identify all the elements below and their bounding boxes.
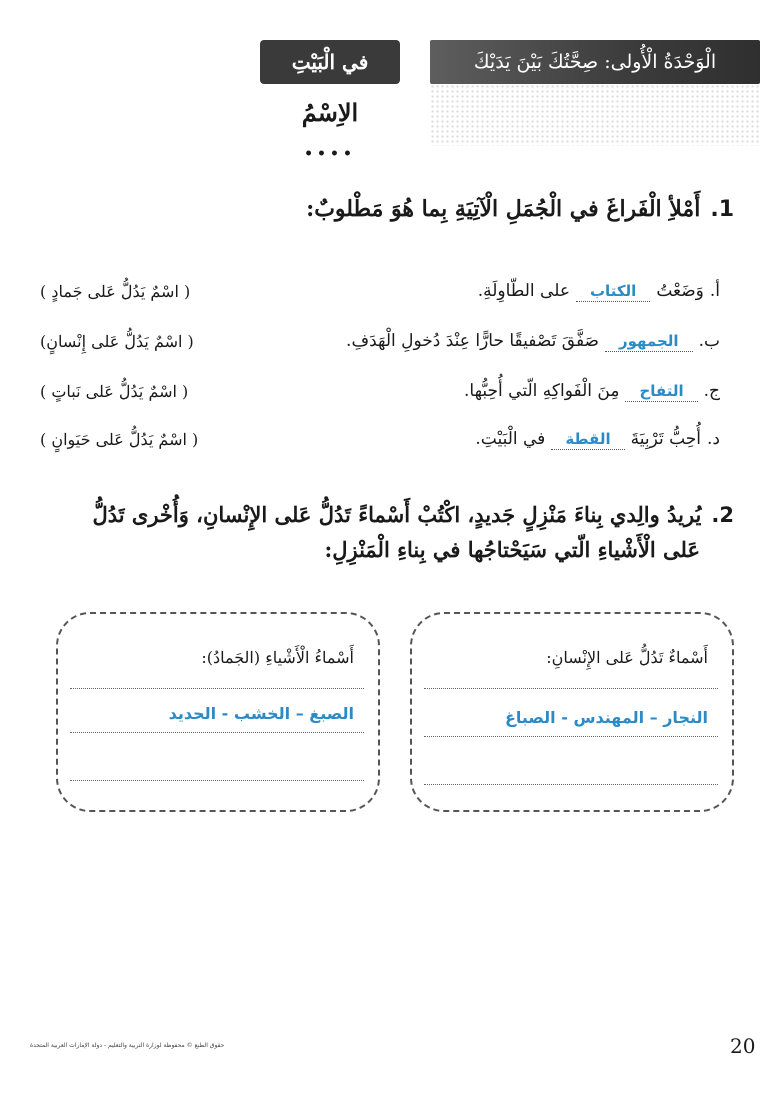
answer-box-things (56, 612, 380, 812)
box-label: أَسْماءٌ تَدُلُّ عَلى الإِنْسانِ: (546, 648, 708, 667)
writing-line (424, 688, 718, 689)
sentence-after: في الْبَيْتِ. (475, 428, 546, 449)
lesson-title: الاِسْمُ (301, 98, 359, 127)
writing-line (424, 784, 718, 785)
page-number: 20 (730, 1034, 756, 1058)
box-answer[interactable]: النجار – المهندس - الصباغ (504, 708, 708, 727)
sentence-after: على الطّاوِلَةِ. (477, 280, 570, 301)
sentence-after: صَفَّقَ تَصْفيقًا حارًّا عِنْدَ دُخولِ الْهَدَفِ. (346, 330, 599, 351)
sentence-after: مِنَ الْفَواكِهِ الّتي أُحِبُّها. (464, 380, 620, 401)
decorative-texture (430, 84, 760, 146)
sentence-before: وَضَعْتُ (656, 280, 704, 301)
unit-banner-label: الْوَحْدَةُ الْأُولى: صِحَّتُكَ بَيْنَ يَدَيْكَ (473, 51, 717, 73)
unit-banner (430, 40, 760, 84)
sentence (475, 429, 720, 450)
answer-box-people (410, 612, 734, 812)
hint-text: ( اسْمٌ يَدُلُّ عَلى حَيَوانٍ ) (40, 429, 199, 449)
question-2-heading (92, 498, 734, 566)
answer-field[interactable]: الكتاب (576, 282, 650, 302)
question-instruction-line2: عَلى الْأَشْياءِ الّتي سَيَحْتاجُها في بِناءِ الْمَنْزِلِ: (324, 536, 700, 562)
writing-line (70, 732, 364, 733)
question-instruction: أَمْلأِ الْفَراغَ في الْجُمَلِ الْآتِيَةِ بِما هُوَ مَطْلوبٌ: (306, 196, 701, 222)
sentence-before: أُحِبُّ تَرْبِيَةَ (630, 428, 702, 449)
answer-field[interactable]: القطة (551, 430, 624, 450)
row-letter: أ. (709, 280, 720, 301)
writing-line (424, 736, 718, 737)
box-label: أَسْماءُ الْأَشْياءِ (الجَمادُ): (201, 648, 354, 667)
box-answer[interactable]: الصبغ – الخشب - الحديد (168, 704, 354, 723)
section-banner-label: في الْبَيْتِ (291, 50, 369, 74)
exercise-row (40, 274, 720, 308)
exercise-row (40, 324, 720, 358)
answer-field[interactable]: الجمهور (605, 332, 693, 352)
exercise-row (40, 374, 720, 408)
row-letter: د. (707, 428, 720, 449)
question-number: 1. (710, 197, 734, 222)
sentence (478, 281, 720, 302)
hint-text: ( اسْمٌ يَدُلُّ عَلى نَباتٍ ) (40, 381, 189, 401)
writing-line (70, 780, 364, 781)
hint-text: ( اسْمٌ يَدُلُّ عَلى إِنْسانٍ) (40, 331, 194, 351)
copyright-note: حقوق الطبع © محفوظة لوزارة التربية والتعليم - دولة الإمارات العربية المتحدة (30, 1042, 225, 1049)
question-1-heading (306, 192, 734, 227)
title-dots: •••• (304, 146, 356, 162)
sentence (346, 331, 720, 352)
row-letter: ج. (703, 380, 720, 401)
sentence (464, 381, 720, 402)
hint-text: ( اسْمٌ يَدُلُّ عَلى جَمادٍ ) (40, 281, 191, 301)
exercise-row (40, 422, 720, 456)
section-banner-home (260, 40, 400, 84)
row-letter: ب. (698, 330, 720, 351)
writing-line (70, 688, 364, 689)
question-number: 2. (711, 503, 734, 527)
question-instruction-line1: يُريدُ والِدي بِناءَ مَنْزِلٍ جَديدٍ، اكْتُبْ أَسْماءً تَدُلُّ عَلى الإِنْسانِ، وَأُخْرى تَدُلُّ (92, 502, 702, 527)
answer-field[interactable]: التفاح (625, 382, 697, 402)
